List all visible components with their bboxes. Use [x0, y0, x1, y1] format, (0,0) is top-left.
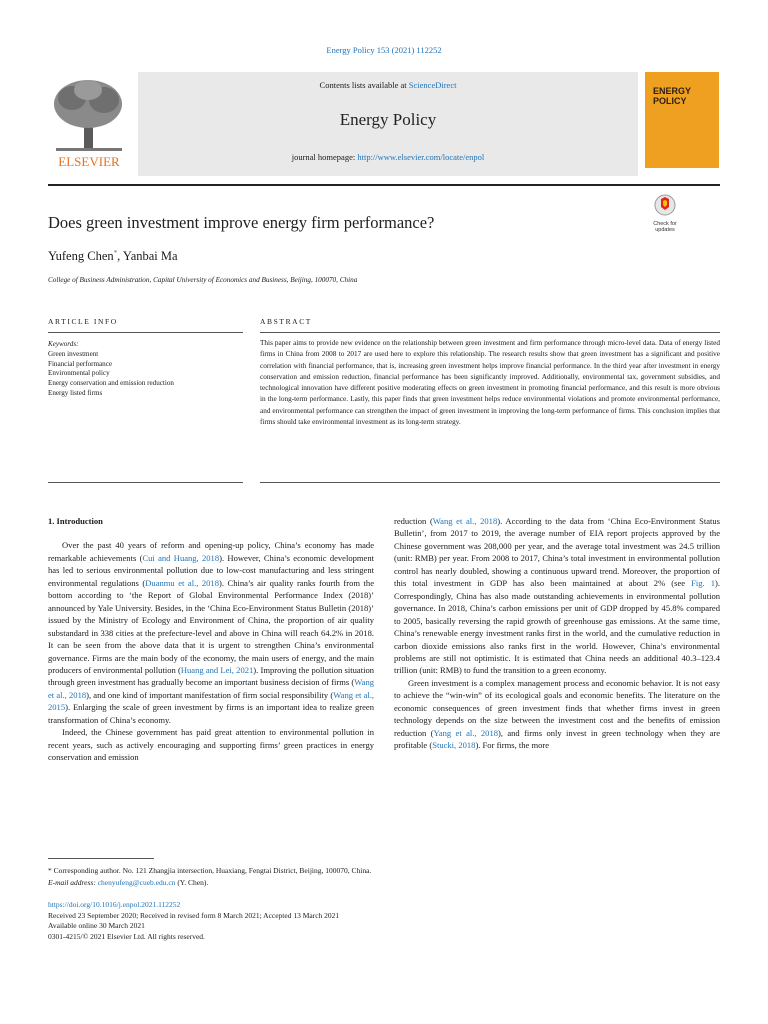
- journal-header: [48, 72, 720, 176]
- paragraph: reduction (Wang et al., 2018). According to the data from ‘China Eco-Environment Status Bulletin’, from 2017 to 2019, the average number of EIA report projects approved by the Chinese government was 208,000 per year, and the average total investment was 24.5 trillion (unit: RMB) per year. From 2008 to 2017, China’s total investment in environmental pollution control has nearly doubled, showing a continuous upward trend. Moreover, the proportion of this total investment in GDP has also been maintained at about 2% (see Fig. 1). Correspondingly, China has also made outstanding achievements in environmental pollution governance. In 2018, China’s carbon emissions per unit of GDP dropped by 45.8% compared to 2005, basically reversing the rapid growth of greenhouse gas emissions. At the same time, China’s renewable energy investment ranks first in the world, and the cumulative reduction in carbon dioxide emissions also ranks first in the world. However, China’s environmental problems are still not optimistic. It is estimated that China needs an additional 40.3–123.4 trillion (unit: RMB) to fund the transition to a green economy.: [394, 516, 721, 676]
- author-name[interactable]: Yufeng Chen: [48, 249, 114, 264]
- check-for-updates-button[interactable]: Check for updates: [646, 194, 684, 230]
- elsevier-tree-icon: [48, 72, 130, 176]
- keyword: Energy conservation and emission reduction: [48, 379, 174, 388]
- citation-link[interactable]: Wang et al., 2015: [48, 689, 375, 713]
- authors: Yufeng Chen*, Yanbai Ma: [48, 249, 178, 264]
- elsevier-logo[interactable]: [48, 72, 130, 176]
- abstract-text: This paper aims to provide new evidence on the relationship between green investment and firm performance through micro-level data. Data of energy listed firms in China from 2008 to 2017 are used here to explore this relationship. The research results show that green investment has a significant and positive correlation with financial performance, that is, increasing green investment helps improve financial performance. In the third year after investment in energy conservation and emission reduction, financial performance has been significantly improved. Additionally, environmental tax, government subsidies, and technological innovation have different positive moderating effects on green investment in promoting financial performance, and this result is more obvious in the long-term performance. Lastly, this paper finds that green investment helps reduce environmental violations and promote environmental performance, and environmental performance can strengthen the impact of green investment in improving the long-term performance of firms. This conclusion implies that firms should take environmental investment as its long-term strategy.: [260, 339, 720, 427]
- body-column-left: [48, 515, 374, 764]
- figure-link[interactable]: Fig. 1: [691, 578, 716, 589]
- journal-title: Energy Policy: [339, 110, 437, 129]
- header-rule: [48, 184, 720, 186]
- divider: [260, 332, 720, 333]
- body-column-right: [394, 515, 720, 752]
- cover-title: ENERGY POLICY: [653, 86, 692, 106]
- elsevier-wordmark: ELSEVIER: [58, 154, 120, 169]
- journal-info-band: [138, 72, 638, 176]
- divider: [48, 482, 243, 483]
- citation-link[interactable]: Wang et al., 2018: [432, 516, 498, 526]
- keyword: Energy listed firms: [48, 388, 103, 397]
- section-title: 1. Introduction: [48, 516, 103, 526]
- footnote: * Corresponding author. No. 121 Zhangjia intersection, Huaxiang, Fengtai District, Beijing, 100070, China. E-mail address: chenyufeng@cueb.edu.cn (Y. Chen).: [48, 866, 372, 887]
- copyright: 0301-4215/© 2021 Elsevier Ltd. All rights reserved.: [48, 931, 205, 941]
- keywords-list: [48, 340, 243, 399]
- journal-cover-image[interactable]: [645, 72, 719, 168]
- contents-line: Contents lists available at ScienceDirect: [319, 80, 457, 90]
- email-link[interactable]: chenyufeng@cueb.edu.cn: [97, 878, 176, 887]
- abstract-heading: ABSTRACT: [260, 317, 312, 326]
- citation-link[interactable]: Cui and Huang, 2018: [142, 552, 220, 563]
- doi-link[interactable]: https://doi.org/10.1016/j.enpol.2021.112252: [48, 900, 181, 909]
- affiliation: College of Business Administration, Capital University of Economics and Business, Beijing, 100070, China: [48, 276, 358, 284]
- paragraph: Indeed, the Chinese government has paid great attention to environmental pollution in recent years, such as actively encouraging and supporting firms’ green practices in energy conservation and emission: [48, 727, 374, 763]
- divider: [48, 332, 243, 333]
- corresponding-author-mark[interactable]: *: [113, 249, 118, 257]
- keyword: Green investment: [48, 349, 99, 358]
- citation-link[interactable]: Wang et al., 2018: [48, 677, 374, 700]
- citation-link[interactable]: Huang and Lei, 2021: [180, 664, 254, 675]
- author-name[interactable]: Yanbai Ma: [122, 249, 178, 264]
- paragraph: Over the past 40 years of reform and opening-up policy, China’s economy has made remarkable achievements (Cui and Huang, 2018). However, China’s economic development has led to serious environmental pollution due to low-cost manufacturing and less stringent environmental regulations (Duanmu et al., 2018). China’s air quality ranks fourth from the bottom according to ‘the Report of Global Environmental Performance Index (2018)’ announced by Yale University. Besides, in the ‘China Eco-Environment Status Bulletin (2018)’ issued by the Ministry of Ecology and Environment of China, the proportion of air quality substandard in 338 cities at the prefecture-level and above in China will reach 64.2% in 2018. It can be seen from the above data that it is urgent to strengthen China’s environmental governance. Firms are the main body of the economy, the main users of energy, and the main producers of environmental pollution (Huang and Lei, 2021). Improving the pollution situation through green investment has gradually become an important business decision of firms (Wang et al., 2018), and one kind of important manifestation of firm social responsibility (Wang et al., 2015). Enlarging the scale of green investment by firms is an important idea to realize green transformation of China’s economy.: [48, 540, 375, 725]
- footnote-mark: *: [48, 866, 52, 875]
- keyword: Financial performance: [48, 359, 113, 368]
- received-dates: Received 23 September 2020; Received in revised form 8 March 2021; Accepted 13 March 2021: [48, 910, 340, 920]
- check-updates-icon: [654, 194, 676, 216]
- citation-link[interactable]: Duanmu et al., 2018: [145, 577, 219, 588]
- article-title: Does green investment improve energy firm performance?: [48, 213, 435, 232]
- footnote-rule: [48, 858, 154, 859]
- journal-reference[interactable]: Energy Policy 153 (2021) 112252: [326, 45, 442, 55]
- keyword: Environmental policy: [48, 369, 110, 378]
- keywords-label: Keywords:: [48, 340, 79, 348]
- sciencedirect-link[interactable]: ScienceDirect: [408, 80, 457, 90]
- divider: [260, 482, 720, 483]
- homepage-link[interactable]: http://www.elsevier.com/locate/enpol: [357, 152, 485, 162]
- publication-info: [48, 900, 720, 942]
- paragraph: Green investment is a complex management process and economic behavior. It is not easy to achieve the “win-win” of its ecological goals and economic benefits. The literature on the economic consequences of green investment finds that whether firms invest in green technology depends on the size between the investment cost and the benefits of emission reduction (Yang et al., 2018), and firms only invest in green technology when they are profitable (Stucki, 2018). For firms, the more: [394, 677, 720, 751]
- citation-link[interactable]: Yang et al., 2018: [433, 727, 498, 738]
- online-date: Available online 30 March 2021: [48, 921, 145, 931]
- article-info-heading: ARTICLE INFO: [48, 317, 118, 326]
- citation-link[interactable]: Stucki, 2018: [432, 740, 476, 751]
- homepage-line: journal homepage: http://www.elsevier.com/locate/enpol: [291, 152, 485, 162]
